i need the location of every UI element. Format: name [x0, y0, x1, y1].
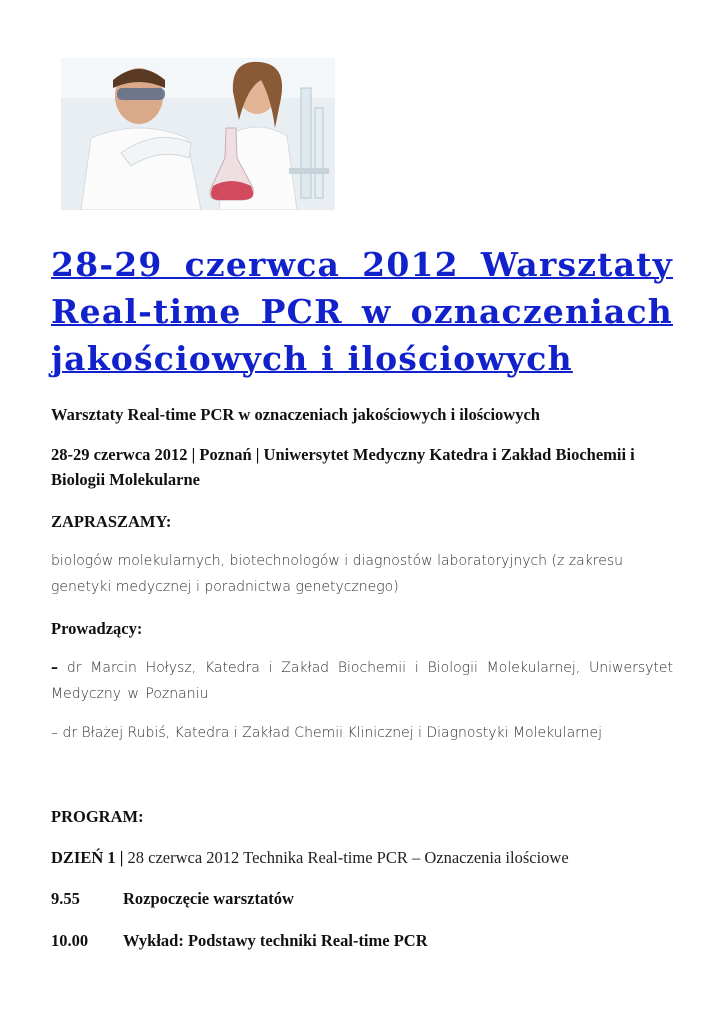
host-1-text: dr Marcin Hołysz, Katedra i Zakład Biochemii i Biologii Molekularnej, Uniwersytet Medyczny w Poznaniu: [51, 660, 674, 702]
schedule-item: [51, 886, 673, 911]
invite-text: biologów molekularnych, biotechnologów i diagnostów laboratoryjnych (z zakresu genetyki medycznej i poradnictwa genetycznego): [51, 553, 624, 595]
host-2: – dr Błażej Rubiś, Katedra i Zakład Chemii Klinicznej i Diagnostyki Molekularnej: [51, 725, 603, 741]
schedule-item: [51, 928, 673, 953]
page-title: [51, 241, 673, 382]
program-heading: PROGRAM:: [51, 807, 144, 826]
host-1-dash: –: [51, 660, 58, 676]
lab-photo: [61, 58, 335, 210]
invite-heading: ZAPRASZAMY:: [51, 512, 172, 531]
day-1-text: 28 czerwca 2012 Technika Real-time PCR – Oznaczenia ilościowe: [127, 848, 569, 867]
lab-photo-icon: [61, 58, 335, 210]
schedule-title: Wykład: Podstawy techniki Real-time PCR: [123, 931, 428, 950]
title-link[interactable]: 28-29 czerwca 2012 Warsztaty Real-time PCR w oznaczeniach jakościowych i ilościowych: [51, 245, 673, 378]
hosts-heading: Prowadzący:: [51, 619, 143, 638]
event-info: 28-29 czerwca 2012 | Poznań | Uniwersytet Medyczny Katedra i Zakład Biochemii i Biologii Molekularne: [51, 445, 635, 489]
schedule-time: 9.55: [51, 889, 80, 908]
schedule-title: Rozpoczęcie warsztatów: [123, 889, 294, 908]
schedule-time: 10.00: [51, 931, 89, 950]
subtitle: Warsztaty Real-time PCR w oznaczeniach jakościowych i ilościowych: [51, 405, 540, 424]
host-1: [51, 655, 673, 707]
day-1: [51, 845, 673, 870]
day-1-label: DZIEŃ 1 |: [51, 848, 124, 867]
